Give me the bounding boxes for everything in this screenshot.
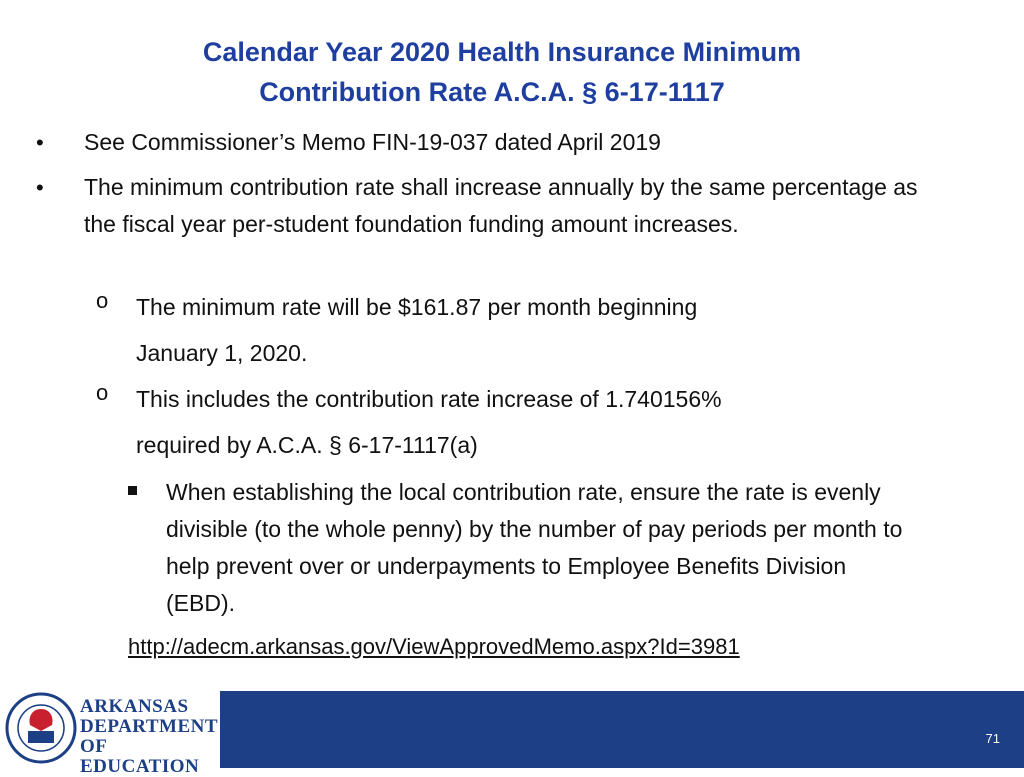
- sub-bullet-line1: The minimum rate will be $161.87 per month beginning: [136, 294, 698, 320]
- page-number: 71: [985, 731, 1000, 746]
- bullet-item: [36, 124, 936, 161]
- ade-seal-icon: [4, 691, 78, 765]
- ade-logo-text: [80, 697, 220, 777]
- sub-bullet-item: [96, 376, 856, 468]
- square-bullet-marker: [128, 486, 137, 495]
- sub-bullet-marker: o: [96, 380, 109, 405]
- bullet-item: [36, 169, 926, 243]
- logo-line1: ARKANSAS: [80, 696, 189, 717]
- bullet-text: The minimum contribution rate shall increase annually by the same percentage as the fiscal year per-student foundation funding amount increases.: [84, 174, 918, 237]
- sub-bullet-item: [96, 284, 856, 376]
- slide-title-line2: Contribution Rate A.C.A. § 6-17-1117: [259, 77, 725, 107]
- sub-sub-bullet-item: [128, 474, 918, 622]
- bullet-marker: •: [36, 175, 44, 200]
- bullet-marker: •: [36, 130, 44, 155]
- logo-line3: OF EDUCATION: [80, 736, 200, 777]
- ade-logo: [0, 691, 220, 777]
- bullet-text: See Commissioner’s Memo FIN-19-037 dated April 2019: [84, 129, 661, 155]
- sub-sub-bullet-text: When establishing the local contribution rate, ensure the rate is evenly divisible (to the whole penny) by the number of pay periods per month to help prevent over or underpayments to Employee Benefits Division (EBD).: [166, 479, 903, 616]
- sub-bullet-line1: This includes the contribution rate increase of 1.740156%: [136, 386, 722, 412]
- footer-bar: [220, 691, 1024, 768]
- slide-title-line1: Calendar Year 2020 Health Insurance Minimum: [202, 37, 802, 67]
- sub-bullet-line2: required by A.C.A. § 6-17-1117(a): [136, 432, 478, 458]
- sub-bullet-line2: January 1, 2020.: [136, 340, 308, 366]
- sub-bullet-marker: o: [96, 288, 109, 313]
- memo-link[interactable]: http://adecm.arkansas.gov/ViewApprovedMemo.aspx?Id=3981: [128, 634, 740, 659]
- logo-line2: DEPARTMENT: [80, 716, 219, 737]
